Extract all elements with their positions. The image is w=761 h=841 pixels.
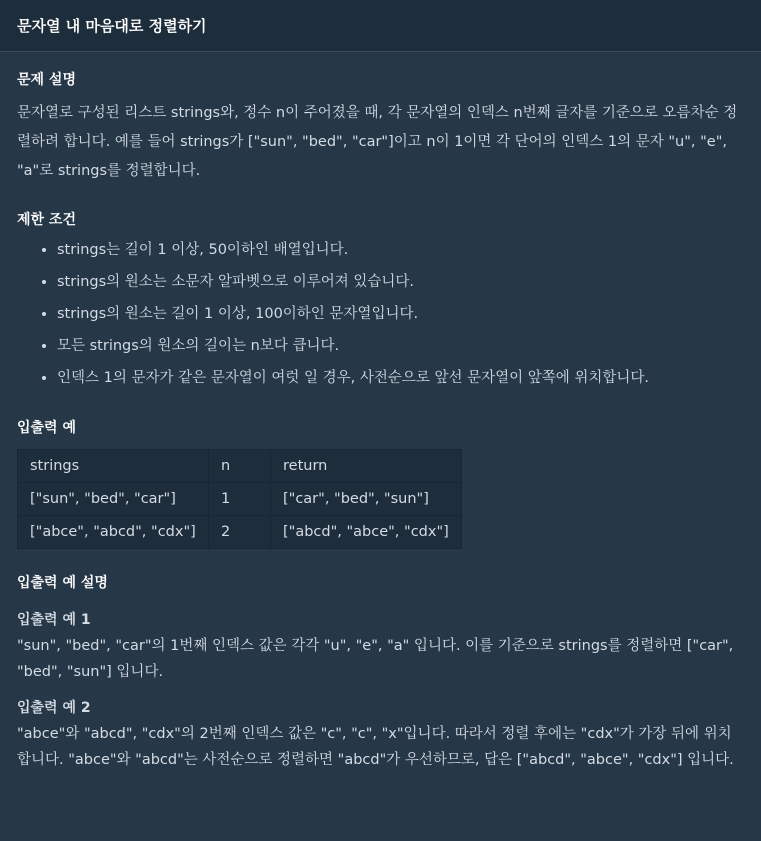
column-header-return: return — [271, 450, 462, 483]
io-examples-table — [17, 449, 462, 549]
table-header-row — [18, 450, 462, 483]
cell-strings: ["sun", "bed", "car"] — [18, 483, 209, 516]
table-row — [18, 483, 462, 516]
problem-content — [0, 52, 761, 773]
constraint-item: • strings의 원소는 길이 1 이상, 100이하인 문자열입니다. — [57, 298, 744, 330]
cell-return: ["car", "bed", "sun"] — [271, 483, 462, 516]
table-row — [18, 516, 462, 549]
problem-description: 문자열로 구성된 리스트 strings와, 정수 n이 주어졌을 때, 각 문자열의 인덱스 n번째 글자를 기준으로 오름차순 정렬하려 합니다. 예를 들어 strings가 ["sun", "bed", "car"]이고 n이 1이면 각 단어의 인덱스 1의 문자 "u", "e", "a"로 strings를 정렬합니다. — [17, 105, 738, 179]
problem-title: 문자열 내 마음대로 정렬하기 — [17, 17, 207, 35]
column-header-n: n — [209, 450, 271, 483]
io-example-1-text: "sun", "bed", "car"의 1번째 인덱스 값은 각각 "u", "e", "a" 입니다. 이를 기준으로 strings를 정렬하면 ["car", "bed", "sun"] 입니다. — [17, 638, 734, 680]
constraints-list — [17, 234, 744, 394]
constraint-item: • 인덱스 1의 문자가 같은 문자열이 여럿 일 경우, 사전순으로 앞선 문자열이 앞쪽에 위치합니다. — [57, 362, 744, 394]
cell-strings: ["abce", "abcd", "cdx"] — [18, 516, 209, 549]
io-examples-heading: 입출력 예 — [17, 420, 76, 436]
constraints-heading: 제한 조건 — [17, 212, 76, 228]
cell-return: ["abcd", "abce", "cdx"] — [271, 516, 462, 549]
problem-description-heading: 문제 설명 — [17, 72, 76, 88]
io-example-1-explanation — [17, 607, 744, 685]
constraint-item: • strings는 길이 1 이상, 50이하인 배열입니다. — [57, 234, 744, 266]
io-example-2-title: 입출력 예 2 — [17, 700, 91, 716]
io-example-2-text: "abce"와 "abcd", "cdx"의 2번째 인덱스 값은 "c", "c", "x"입니다. 따라서 정렬 후에는 "cdx"가 가장 뒤에 위치합니다. "abce"와 "abcd"는 사전순으로 정렬하면 "abcd"가 우선하므로, 답은 ["abcd", "abce", "cdx"] 입니다. — [17, 726, 734, 768]
problem-header — [0, 0, 761, 52]
constraint-item: • strings의 원소는 소문자 알파벳으로 이루어져 있습니다. — [57, 266, 744, 298]
io-example-1-title: 입출력 예 1 — [17, 612, 91, 628]
io-example-2-explanation — [17, 695, 744, 773]
cell-n: 2 — [209, 516, 271, 549]
constraint-item: • 모든 strings의 원소의 길이는 n보다 큽니다. — [57, 330, 744, 362]
io-explanation-heading: 입출력 예 설명 — [17, 575, 108, 591]
cell-n: 1 — [209, 483, 271, 516]
column-header-strings: strings — [18, 450, 209, 483]
